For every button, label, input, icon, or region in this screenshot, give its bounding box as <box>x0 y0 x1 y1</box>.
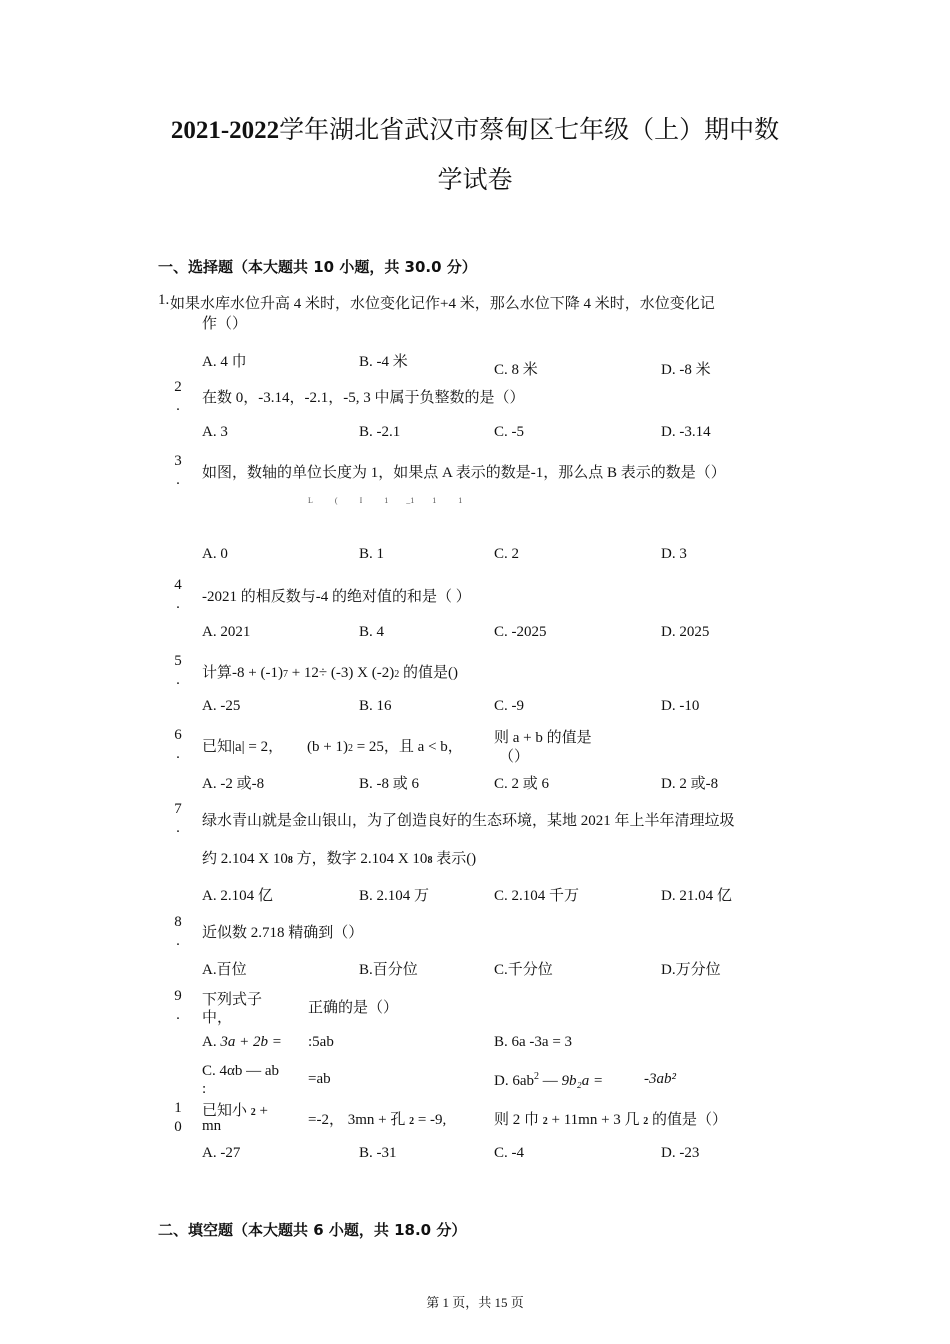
title-year: 2021-2022 <box>170 117 280 144</box>
q8-number: 8 . <box>174 914 182 949</box>
axis-mark: I <box>359 496 363 505</box>
q5-option-b: B. 16 <box>359 698 392 714</box>
q9-option-a-rest: :5ab <box>308 1034 334 1050</box>
q5-number: 5 . <box>174 653 182 688</box>
page-title-line1 <box>0 110 950 146</box>
q7-number: 7 . <box>174 801 182 836</box>
q4-option-b: B. 4 <box>359 624 385 640</box>
q3-option-a: A. 0 <box>202 546 228 562</box>
q10-text-part3: 则 2 巾 2 + 11mn + 3 几 2 的值是（） <box>494 1112 728 1128</box>
q3-text: 如图，数轴的单位长度为 1，如果点 A 表示的数是-1，那么点 B 表示的数是（） <box>202 465 726 481</box>
title-line2-text: 学试卷 <box>437 167 513 194</box>
q10-text-part2: =-2， 3mn + 孔 2 = -9, <box>308 1112 447 1128</box>
q9-text-part1a: 下列式子 <box>202 992 263 1008</box>
q3-option-b: B. 1 <box>359 546 385 562</box>
q4-option-a: A. 2021 <box>202 624 251 640</box>
axis-mark: _1 <box>406 496 415 505</box>
q9-option-b: B. 6a -3a = 3 <box>494 1034 573 1050</box>
q1-text-line1: 如果水库水位升高 4 米时，水位变化记作+4 米，那么水位下降 4 米时，水位变化记 <box>170 296 715 312</box>
q10-option-a: A. -27 <box>202 1145 241 1161</box>
q9-option-c-line2: : <box>202 1081 207 1097</box>
axis-mark: L <box>308 496 313 505</box>
q3-number: 3 . <box>174 453 182 488</box>
q5-text: 计算-8 + (-1)7 + 12÷ (-3) X (-2)2 的值是() <box>202 665 458 681</box>
q9-text-part1b: 中， <box>202 1010 233 1026</box>
q4-option-c: C. -2025 <box>494 624 547 640</box>
q1-number: 1. <box>158 292 170 308</box>
q7-option-c: C. 2.104 千万 <box>494 888 580 904</box>
q7-option-a: A. 2.104 亿 <box>202 888 273 904</box>
title-rest: 学年湖北省武汉市蔡甸区七年级（上）期中数 <box>279 117 780 144</box>
q1-option-b: B. -4 米 <box>359 354 408 370</box>
q6-option-b: B. -8 或 6 <box>359 776 420 792</box>
q4-text: -2021 的相反数与-4 的绝对值的和是（ ） <box>202 589 471 605</box>
q10-text-part1c: mn <box>202 1118 222 1134</box>
q2-option-d: D. -3.14 <box>661 424 711 440</box>
q5-option-a: A. -25 <box>202 698 241 714</box>
q9-option-c-line1: C. 4αb — ab <box>202 1063 280 1079</box>
q3-option-c: C. 2 <box>494 546 520 562</box>
axis-mark: 1 <box>458 496 463 505</box>
q7-option-d: D. 21.04 亿 <box>661 888 732 904</box>
q6-text-part4: （） <box>499 749 530 765</box>
q1-option-a: A. 4 巾 <box>202 354 247 370</box>
q9-option-d-rest: -3ab² <box>644 1071 676 1087</box>
axis-mark: 1 <box>432 496 437 505</box>
q10-text-part1: 已知小 2 + <box>202 1103 268 1119</box>
q10-option-b: B. -31 <box>359 1145 397 1161</box>
q2-option-c: C. -5 <box>494 424 524 440</box>
q7-option-b: B. 2.104 万 <box>359 888 430 904</box>
q9-text-part2: 正确的是（） <box>308 1000 399 1016</box>
q8-option-a: A.百位 <box>202 962 247 978</box>
q9-number: 9 . <box>174 988 182 1023</box>
q10-number: 1 0 <box>174 1100 182 1135</box>
q2-option-b: B. -2.1 <box>359 424 401 440</box>
q1-option-d: D. -8 米 <box>661 362 711 378</box>
q5-option-c: C. -9 <box>494 698 524 714</box>
q9-option-c-rest: =ab <box>308 1071 331 1087</box>
section-heading-fill: 二、填空题（本大题共 6 小题，共 18.0 分） <box>158 1221 467 1239</box>
q6-text-part2: (b + 1)2 = 25，且 a < b， <box>307 739 463 755</box>
q7-text-line2: 约 2.104 X 108 方，数字 2.104 X 108 表示() <box>202 851 477 867</box>
q7-text-line1: 绿水青山就是金山银山，为了创造良好的生态环境，某地 2021 年上半年清理垃圾 <box>202 813 735 829</box>
page-footer: 第 1 页，共 15 页 <box>426 1295 524 1310</box>
q3-option-d: D. 3 <box>661 546 687 562</box>
q6-option-a: A. -2 或-8 <box>202 776 265 792</box>
q4-option-d: D. 2025 <box>661 624 710 640</box>
q1-text-line2: 作（） <box>202 316 248 332</box>
q6-number: 6 . <box>174 727 182 762</box>
number-line-figure <box>308 496 462 505</box>
page-title-line2 <box>0 160 950 196</box>
axis-mark: ( <box>334 496 338 505</box>
axis-mark: 1 <box>384 496 389 505</box>
q1-option-c: C. 8 米 <box>494 362 538 378</box>
q2-number: 2 . <box>174 379 182 414</box>
q10-option-d: D. -23 <box>661 1145 700 1161</box>
q6-text-part3: 则 a + b 的值是 <box>494 730 592 746</box>
q6-option-d: D. 2 或-8 <box>661 776 719 792</box>
q10-option-c: C. -4 <box>494 1145 524 1161</box>
q9-option-a: A. 3a + 2b = <box>202 1034 282 1050</box>
q6-text-part1: 已知|a| = 2， <box>202 739 284 755</box>
q8-text: 近似数 2.718 精确到（） <box>202 925 364 941</box>
q2-option-a: A. 3 <box>202 424 228 440</box>
q5-option-d: D. -10 <box>661 698 700 714</box>
q4-number: 4 . <box>174 577 182 612</box>
section-heading-choice: 一、选择题（本大题共 10 小题，共 30.0 分） <box>158 258 477 276</box>
q2-text: 在数 0，-3.14，-2.1，-5, 3 中属于负整数的是（） <box>202 390 525 406</box>
q9-option-d: D. $6ab^2$ — 9b₂a = <box>494 1071 604 1089</box>
q8-option-c: C.千分位 <box>494 962 553 978</box>
q8-option-b: B.百分位 <box>359 962 418 978</box>
q6-option-c: C. 2 或 6 <box>494 776 550 792</box>
q8-option-d: D.万分位 <box>661 962 721 978</box>
